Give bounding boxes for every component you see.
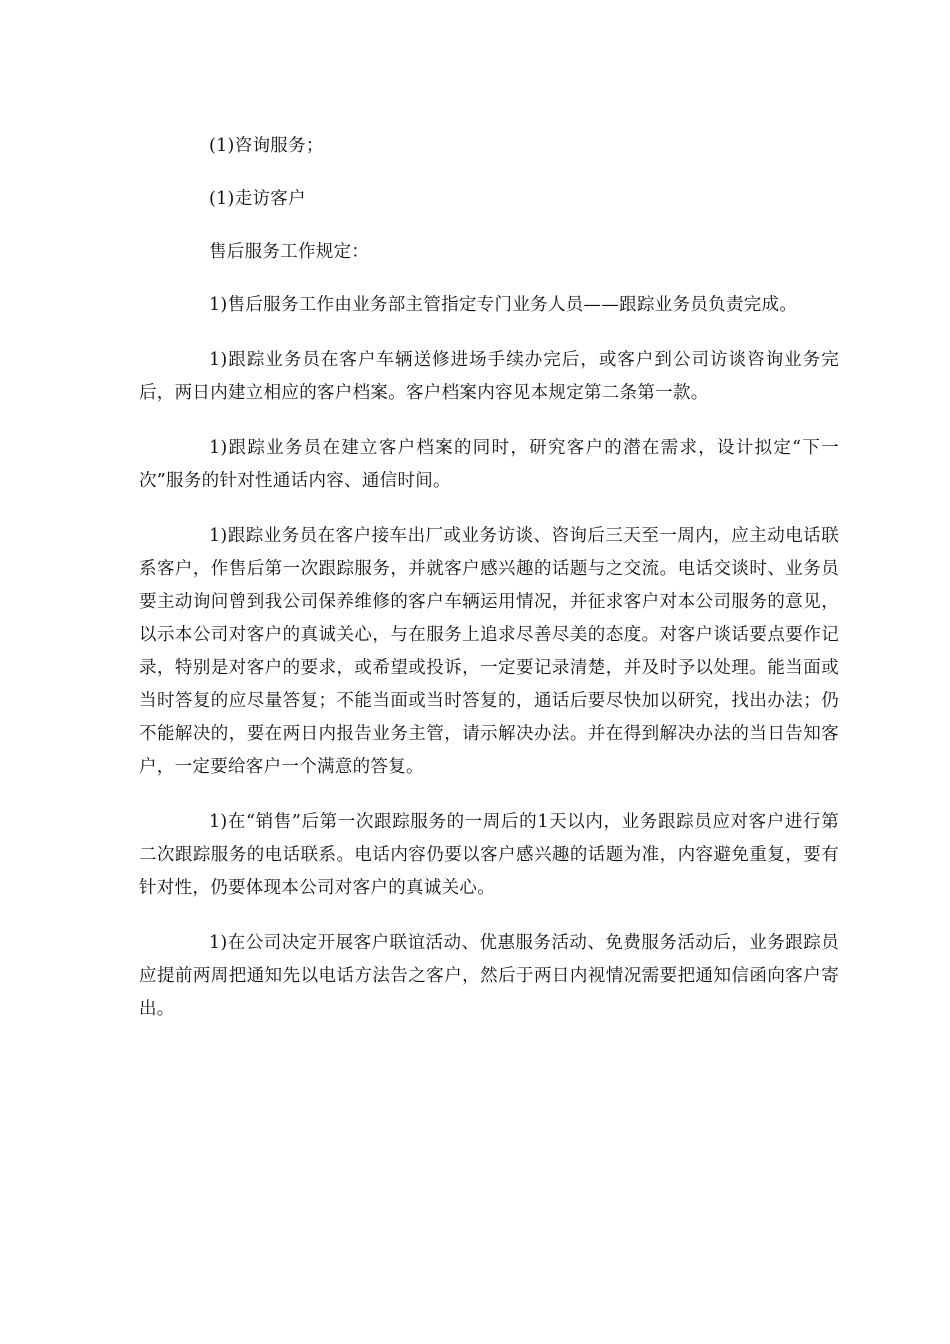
paragraph-rule-2: 1)跟踪业务员在客户车辆送修进场手续办完后，或客户到公司访谈咨询业务完后，两日内建立相应的客户档案。客户档案内容见本规定第二条第一款。 [139,350,839,403]
document-body [139,130,839,1048]
paragraph-visiting-customers: (1)走访客户 [209,189,306,209]
paragraph-rule-3: 1)跟踪业务员在建立客户档案的同时，研究客户的潜在需求，设计拟定“下一次”服务的针对性通话内容、通信时间。 [139,438,839,491]
paragraph-rule-4: 1)跟踪业务员在客户接车出厂或业务访谈、咨询后三天至一周内，应主动电话联系客户，作售后第一次跟踪服务，并就客户感兴趣的话题与之交流。电话交谈时、业务员要主动询问曾到我公司保养维修的客户车辆运用情况，并征求客户对本公司服务的意见，以示本公司对客户的真诚关心，与在服务上追求尽善尽美的态度。对客户谈话要点要作记录，特别是对客户的要求，或希望或投诉，一定要记录清楚，并及时予以处理。能当面或当时答复的应尽量答复；不能当面或当时答复的，通话后要尽快加以研究，找出办法；仍不能解决的，要在两日内报告业务主管，请示解决办法。并在得到解决办法的当日告知客户，一定要给客户一个满意的答复。 [139,526,839,777]
paragraph-rule-1: 1)售后服务工作由业务部主管指定专门业务人员——跟踪业务员负责完成。 [209,295,798,315]
paragraph-rule-5: 1)在“销售”后第一次跟踪服务的一周后的1天以内，业务跟踪员应对客户进行第二次跟踪服务的电话联系。电话内容仍要以客户感兴趣的话题为准，内容避免重复，要有针对性，仍要体现本公司对客户的真诚关心。 [139,812,839,898]
paragraph-rules-heading: 售后服务工作规定： [209,242,370,262]
paragraph-consulting-service: (1)咨询服务； [209,136,324,156]
paragraph-rule-6: 1)在公司决定开展客户联谊活动、优惠服务活动、免费服务活动后，业务跟踪员应提前两周把通知先以电话方法告之客户，然后于两日内视情况需要把通知信函向客户寄出。 [139,933,839,1019]
